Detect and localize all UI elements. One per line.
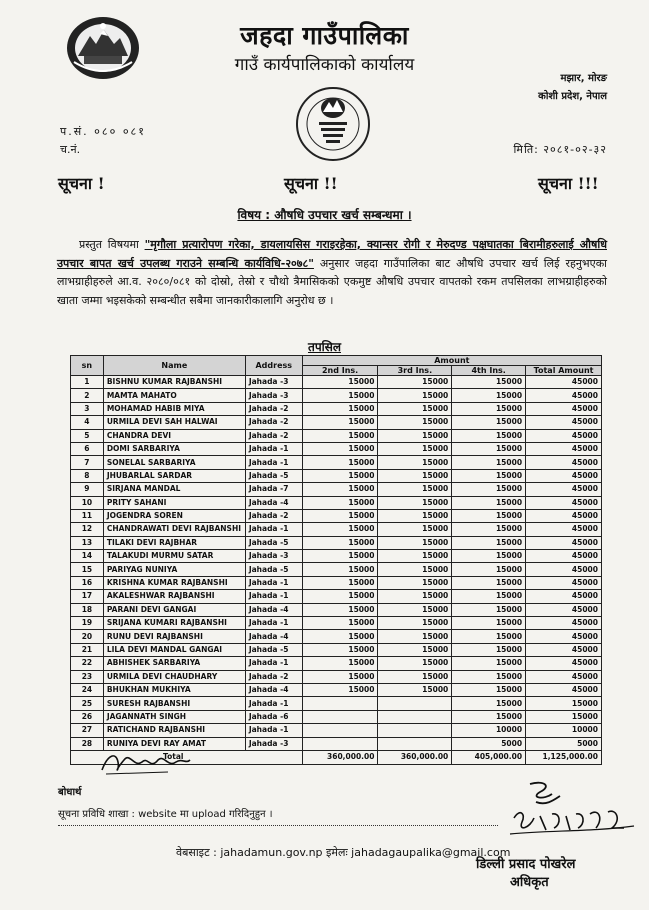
cell-2nd-ins: 15000 — [302, 550, 378, 563]
table-row — [71, 697, 602, 710]
cell-address: Jahada -1 — [245, 590, 302, 603]
header-4th-ins: 4th Ins. — [452, 366, 526, 376]
header-total-amount: Total Amount — [526, 366, 602, 376]
total-grand: 1,125,000.00 — [526, 750, 602, 764]
header-name: Name — [103, 356, 245, 376]
table-row — [71, 536, 602, 549]
table-row — [71, 617, 602, 630]
cell-3rd-ins: 15000 — [378, 376, 452, 389]
cell-4th-ins: 15000 — [452, 536, 526, 549]
cell-name: RUNIYA DEVI RAY AMAT — [103, 737, 245, 750]
cell-2nd-ins: 15000 — [302, 509, 378, 522]
cell-sn: 6 — [71, 442, 104, 455]
cell-name: SONELAL SARBARIYA — [103, 456, 245, 469]
cell-4th-ins: 15000 — [452, 576, 526, 589]
cell-name: SIRJANA MANDAL — [103, 483, 245, 496]
cell-address: Jahada -2 — [245, 429, 302, 442]
cell-4th-ins: 15000 — [452, 563, 526, 576]
subject-line — [0, 206, 649, 223]
cell-name: TILAKI DEVI RAJBHAR — [103, 536, 245, 549]
cell-total: 45000 — [526, 469, 602, 482]
total-4th-ins: 405,000.00 — [452, 750, 526, 764]
cell-sn: 8 — [71, 469, 104, 482]
total-2nd-ins: 360,000.00 — [302, 750, 378, 764]
table-row — [71, 683, 602, 696]
cell-4th-ins: 15000 — [452, 643, 526, 656]
cell-name: PARANI DEVI GANGAI — [103, 603, 245, 616]
cell-sn: 24 — [71, 683, 104, 696]
cell-4th-ins: 15000 — [452, 416, 526, 429]
cell-4th-ins: 15000 — [452, 617, 526, 630]
table-title: तपसिल — [307, 340, 341, 354]
body-text: अनुसार जहदा गाउँपालिका बाट औषधि उपचार खर्च लिई रहनुभएका लाभग्राहीहरुले आ.व. २०८०/०८१ को दोस्रो, तेस्रो र चौथो त्रैमासिकको एकमुष्ट औषधि उपचार वापतको रकम तपसिलका लाभग्राहीहरुको खाता जम्मा भइसकेको सम्बन्धीत सबैमा जानकारीकालागि अनुरोध छ । — [57, 256, 608, 307]
cell-total: 45000 — [526, 576, 602, 589]
cell-3rd-ins: 15000 — [378, 469, 452, 482]
cell-sn: 1 — [71, 376, 104, 389]
cell-address: Jahada -1 — [245, 657, 302, 670]
officer-name: डिल्ली प्रसाद पोखरेल — [476, 857, 576, 872]
cell-total: 45000 — [526, 630, 602, 643]
cell-3rd-ins: 15000 — [378, 683, 452, 696]
cell-sn: 9 — [71, 483, 104, 496]
table-row — [71, 576, 602, 589]
header-3rd-ins: 3rd Ins. — [378, 366, 452, 376]
cell-sn: 25 — [71, 697, 104, 710]
cell-2nd-ins: 15000 — [302, 603, 378, 616]
cell-sn: 26 — [71, 710, 104, 723]
cell-name: MOHAMAD HABIB MIYA — [103, 402, 245, 415]
cell-3rd-ins: 15000 — [378, 563, 452, 576]
cell-address: Jahada -3 — [245, 737, 302, 750]
cell-address: Jahada -3 — [245, 376, 302, 389]
cell-total: 5000 — [526, 737, 602, 750]
cell-sn: 16 — [71, 576, 104, 589]
table-row — [71, 429, 602, 442]
cell-address: Jahada -2 — [245, 416, 302, 429]
cell-3rd-ins — [378, 724, 452, 737]
dispatch-number: च.नं. — [60, 143, 81, 156]
cell-4th-ins: 15000 — [452, 429, 526, 442]
cell-3rd-ins — [378, 737, 452, 750]
cell-3rd-ins: 15000 — [378, 496, 452, 509]
cell-4th-ins: 15000 — [452, 590, 526, 603]
cell-name: LILA DEVI MANDAL GANGAI — [103, 643, 245, 656]
cell-address: Jahada -1 — [245, 724, 302, 737]
table-row — [71, 442, 602, 455]
table-row — [71, 657, 602, 670]
cell-address: Jahada -1 — [245, 456, 302, 469]
cell-sn: 28 — [71, 737, 104, 750]
cell-sn: 14 — [71, 550, 104, 563]
header-sn: sn — [71, 356, 104, 376]
table-row — [71, 389, 602, 402]
cell-address: Jahada -4 — [245, 603, 302, 616]
cell-name: MAMTA MAHATO — [103, 389, 245, 402]
cell-3rd-ins: 15000 — [378, 536, 452, 549]
cell-name: JAGANNATH SINGH — [103, 710, 245, 723]
cell-total: 45000 — [526, 416, 602, 429]
cell-3rd-ins: 15000 — [378, 603, 452, 616]
cell-total: 45000 — [526, 643, 602, 656]
cell-address: Jahada -2 — [245, 509, 302, 522]
cell-3rd-ins — [378, 710, 452, 723]
table-row — [71, 643, 602, 656]
subject-text: विषय : औषधि उपचार खर्च सम्बन्धमा । — [237, 208, 412, 222]
cell-4th-ins: 15000 — [452, 523, 526, 536]
table-row — [71, 402, 602, 415]
cell-4th-ins: 15000 — [452, 697, 526, 710]
cell-total: 45000 — [526, 429, 602, 442]
table-body — [71, 376, 602, 765]
cell-total: 45000 — [526, 509, 602, 522]
cell-total: 10000 — [526, 724, 602, 737]
body-intro: प्रस्तुत विषयमा — [79, 238, 145, 251]
cell-total: 45000 — [526, 456, 602, 469]
cell-4th-ins: 15000 — [452, 710, 526, 723]
cell-address: Jahada -4 — [245, 630, 302, 643]
handwritten-signature-officer — [500, 778, 640, 840]
cell-name: CHANDRAWATI DEVI RAJBANSHI — [103, 523, 245, 536]
cell-name: RATICHAND RAJBANSHI — [103, 724, 245, 737]
cell-2nd-ins: 15000 — [302, 442, 378, 455]
contact-website-email: वेबसाइट : jahadamun.gov.np इमेलः jahadagaupalika@gmail.com — [176, 846, 511, 859]
cell-2nd-ins: 15000 — [302, 429, 378, 442]
table-row — [71, 523, 602, 536]
cell-total: 15000 — [526, 710, 602, 723]
beneficiary-table — [70, 355, 602, 765]
cell-3rd-ins: 15000 — [378, 576, 452, 589]
cell-name: PRITY SAHANI — [103, 496, 245, 509]
cell-3rd-ins: 15000 — [378, 509, 452, 522]
cell-name: RUNU DEVI RAJBANSHI — [103, 630, 245, 643]
total-3rd-ins: 360,000.00 — [378, 750, 452, 764]
cell-4th-ins: 15000 — [452, 483, 526, 496]
cell-2nd-ins: 15000 — [302, 536, 378, 549]
cell-4th-ins: 15000 — [452, 456, 526, 469]
notice-heading-left: सूचना ! — [58, 174, 105, 193]
cell-4th-ins: 5000 — [452, 737, 526, 750]
cell-total: 45000 — [526, 617, 602, 630]
cell-address: Jahada -3 — [245, 389, 302, 402]
cell-sn: 12 — [71, 523, 104, 536]
header-amount: Amount — [302, 356, 601, 366]
cell-total: 45000 — [526, 402, 602, 415]
cell-total: 45000 — [526, 376, 602, 389]
cell-4th-ins: 15000 — [452, 670, 526, 683]
cell-total: 45000 — [526, 683, 602, 696]
cell-address: Jahada -1 — [245, 617, 302, 630]
cell-name: JHUBARLAL SARDAR — [103, 469, 245, 482]
cell-3rd-ins: 15000 — [378, 643, 452, 656]
cell-3rd-ins: 15000 — [378, 483, 452, 496]
cell-name: KRISHNA KUMAR RAJBANSHI — [103, 576, 245, 589]
address-line-2: कोशी प्रदेश, नेपाल — [538, 91, 607, 102]
cell-4th-ins: 15000 — [452, 630, 526, 643]
cell-2nd-ins: 15000 — [302, 590, 378, 603]
cell-address: Jahada -5 — [245, 563, 302, 576]
table-row — [71, 670, 602, 683]
cell-3rd-ins: 15000 — [378, 523, 452, 536]
cell-total: 45000 — [526, 603, 602, 616]
notice-body — [57, 236, 607, 310]
cell-address: Jahada -2 — [245, 402, 302, 415]
cell-4th-ins: 15000 — [452, 603, 526, 616]
cell-sn: 5 — [71, 429, 104, 442]
cell-4th-ins: 15000 — [452, 550, 526, 563]
cell-sn: 23 — [71, 670, 104, 683]
cell-total: 45000 — [526, 657, 602, 670]
table-row — [71, 483, 602, 496]
cell-name: SRIJANA KUMARI RAJBANSHI — [103, 617, 245, 630]
cell-3rd-ins: 15000 — [378, 657, 452, 670]
cell-total: 45000 — [526, 496, 602, 509]
cell-2nd-ins: 15000 — [302, 389, 378, 402]
cell-sn: 19 — [71, 617, 104, 630]
handwritten-signature-preparer — [98, 748, 193, 778]
cell-3rd-ins: 15000 — [378, 442, 452, 455]
cell-address: Jahada -1 — [245, 523, 302, 536]
cell-sn: 18 — [71, 603, 104, 616]
table-row — [71, 456, 602, 469]
table-row — [71, 376, 602, 389]
cell-total: 45000 — [526, 389, 602, 402]
cell-total: 45000 — [526, 523, 602, 536]
cell-address: Jahada -4 — [245, 683, 302, 696]
table-row — [71, 630, 602, 643]
cell-4th-ins: 15000 — [452, 496, 526, 509]
cell-4th-ins: 15000 — [452, 389, 526, 402]
cell-total: 45000 — [526, 590, 602, 603]
cell-2nd-ins: 15000 — [302, 576, 378, 589]
cell-2nd-ins: 15000 — [302, 563, 378, 576]
cell-total: 45000 — [526, 563, 602, 576]
cell-name: URMILA DEVI CHAUDHARY — [103, 670, 245, 683]
cell-name: DOMI SARBARIYA — [103, 442, 245, 455]
cell-3rd-ins: 15000 — [378, 429, 452, 442]
cell-3rd-ins — [378, 697, 452, 710]
header-2nd-ins: 2nd Ins. — [302, 366, 378, 376]
notice-heading-center: सूचना !! — [284, 174, 338, 193]
cell-name: PARIYAG NUNIYA — [103, 563, 245, 576]
cell-2nd-ins: 15000 — [302, 523, 378, 536]
cell-2nd-ins: 15000 — [302, 670, 378, 683]
cell-total: 45000 — [526, 670, 602, 683]
cell-name: URMILA DEVI SAH HALWAI — [103, 416, 245, 429]
cell-address: Jahada -5 — [245, 469, 302, 482]
cell-name: CHANDRA DEVI — [103, 429, 245, 442]
cell-2nd-ins: 15000 — [302, 483, 378, 496]
cell-2nd-ins: 15000 — [302, 416, 378, 429]
cell-name: SURESH RAJBANSHI — [103, 697, 245, 710]
cell-address: Jahada -4 — [245, 496, 302, 509]
cell-total: 45000 — [526, 442, 602, 455]
office-stamp — [293, 84, 373, 164]
cell-4th-ins: 15000 — [452, 402, 526, 415]
cell-name: BISHNU KUMAR RAJBANSHI — [103, 376, 245, 389]
cell-2nd-ins — [302, 737, 378, 750]
cell-address: Jahada -1 — [245, 576, 302, 589]
cell-address: Jahada -2 — [245, 670, 302, 683]
cell-name: TALAKUDI MURMU SATAR — [103, 550, 245, 563]
cell-4th-ins: 15000 — [452, 683, 526, 696]
cell-2nd-ins: 15000 — [302, 657, 378, 670]
cell-2nd-ins: 15000 — [302, 376, 378, 389]
cell-address: Jahada -5 — [245, 536, 302, 549]
cell-2nd-ins: 15000 — [302, 617, 378, 630]
cell-sn: 20 — [71, 630, 104, 643]
cell-2nd-ins: 15000 — [302, 643, 378, 656]
table-row — [71, 724, 602, 737]
cell-sn: 4 — [71, 416, 104, 429]
table-row — [71, 590, 602, 603]
table-row — [71, 603, 602, 616]
table-row — [71, 509, 602, 522]
total-label: Total — [71, 750, 303, 764]
upload-note: सूचना प्रविधि शाखा : website मा upload गरिदिनुहुन । — [58, 809, 273, 820]
cell-sn: 7 — [71, 456, 104, 469]
cell-sn: 15 — [71, 563, 104, 576]
cell-4th-ins: 10000 — [452, 724, 526, 737]
table-row — [71, 416, 602, 429]
cell-3rd-ins: 15000 — [378, 617, 452, 630]
reference-number: प.सं. ०८० ०८१ — [60, 125, 146, 138]
cell-sn: 11 — [71, 509, 104, 522]
cell-2nd-ins: 15000 — [302, 496, 378, 509]
cell-3rd-ins: 15000 — [378, 456, 452, 469]
cell-2nd-ins: 15000 — [302, 456, 378, 469]
cell-address: Jahada -1 — [245, 442, 302, 455]
issue-date: मिति: २०८१-०२-३२ — [513, 143, 607, 156]
table-row — [71, 550, 602, 563]
cell-sn: 22 — [71, 657, 104, 670]
dotted-divider — [58, 825, 498, 826]
table-row — [71, 710, 602, 723]
cell-name: JOGENDRA SOREN — [103, 509, 245, 522]
cell-3rd-ins: 15000 — [378, 670, 452, 683]
cell-total: 15000 — [526, 697, 602, 710]
cell-address: Jahada -5 — [245, 643, 302, 656]
cell-sn: 3 — [71, 402, 104, 415]
cell-3rd-ins: 15000 — [378, 402, 452, 415]
address-line-1: मझार, मोरङ — [560, 73, 607, 84]
cell-4th-ins: 15000 — [452, 509, 526, 522]
cell-name: AKALESHWAR RAJBANSHI — [103, 590, 245, 603]
table-row — [71, 469, 602, 482]
cell-2nd-ins — [302, 724, 378, 737]
cell-2nd-ins: 15000 — [302, 683, 378, 696]
cell-total: 45000 — [526, 550, 602, 563]
cell-sn: 10 — [71, 496, 104, 509]
cell-4th-ins: 15000 — [452, 657, 526, 670]
office-subtitle: गाउँ कार्यपालिकाको कार्यालय — [234, 55, 415, 75]
table-row — [71, 496, 602, 509]
header-address: Address — [245, 356, 302, 376]
cell-sn: 21 — [71, 643, 104, 656]
cell-4th-ins: 15000 — [452, 376, 526, 389]
cell-sn: 2 — [71, 389, 104, 402]
officer-designation: अधिकृत — [510, 875, 549, 890]
cell-3rd-ins: 15000 — [378, 630, 452, 643]
table-row — [71, 563, 602, 576]
cell-3rd-ins: 15000 — [378, 590, 452, 603]
cell-4th-ins: 15000 — [452, 442, 526, 455]
cell-total: 45000 — [526, 536, 602, 549]
cell-2nd-ins: 15000 — [302, 469, 378, 482]
cell-address: Jahada -7 — [245, 483, 302, 496]
cell-3rd-ins: 15000 — [378, 389, 452, 402]
cell-2nd-ins: 15000 — [302, 630, 378, 643]
notice-heading-right: सूचना !!! — [538, 174, 599, 193]
cell-sn: 13 — [71, 536, 104, 549]
cc-label: बोधार्थ — [58, 787, 82, 798]
cell-2nd-ins — [302, 710, 378, 723]
cell-name: BHUKHAN MUKHIYA — [103, 683, 245, 696]
cell-sn: 17 — [71, 590, 104, 603]
cell-name: ABHISHEK SARBARIYA — [103, 657, 245, 670]
cell-total: 45000 — [526, 483, 602, 496]
office-title: जहदा गाउँपालिका — [240, 21, 409, 50]
cell-address: Jahada -1 — [245, 697, 302, 710]
cell-address: Jahada -3 — [245, 550, 302, 563]
cell-3rd-ins: 15000 — [378, 550, 452, 563]
cell-2nd-ins — [302, 697, 378, 710]
cell-sn: 27 — [71, 724, 104, 737]
cell-address: Jahada -6 — [245, 710, 302, 723]
body-procedure-title: "मृगौला प्रत्यारोपण गरेका, डायलायसिस गराइरहेका, क्यान्सर रोगी र मेरुदण्ड पक्षघातका बिरामीहरुलाई औषधि उपचार बापत खर्च उपलब्ध गराउने सम्बन्धि कार्यविधि-२०७८" — [57, 238, 607, 270]
cell-2nd-ins: 15000 — [302, 402, 378, 415]
cell-3rd-ins: 15000 — [378, 416, 452, 429]
cell-4th-ins: 15000 — [452, 469, 526, 482]
